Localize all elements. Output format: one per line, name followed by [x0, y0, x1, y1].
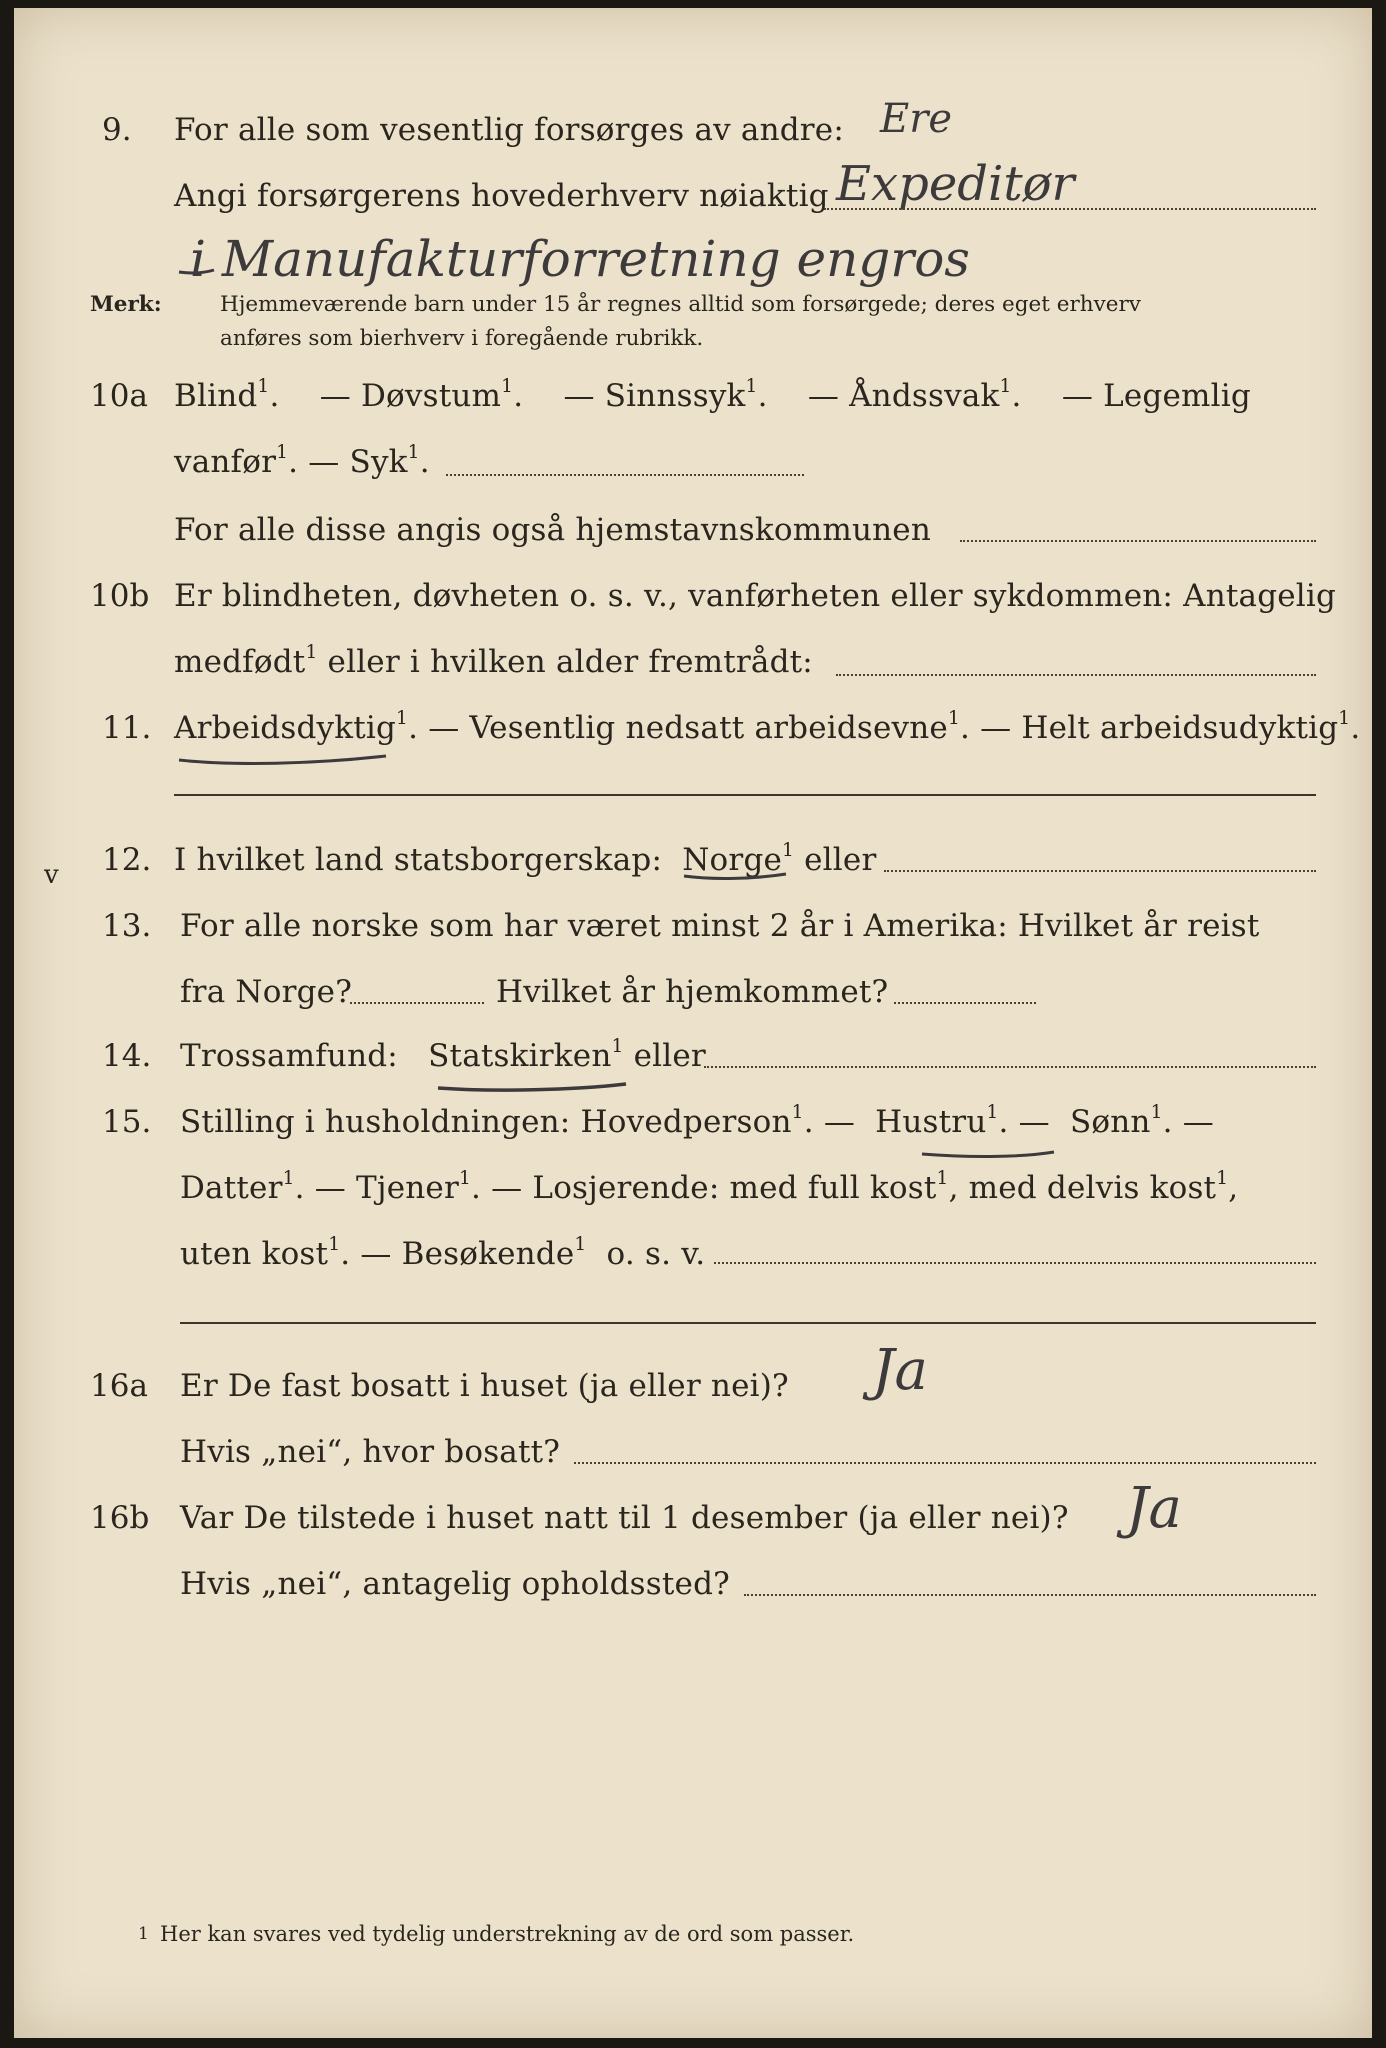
q10a-line1: Blind$^1$. — Døvstum$^1$. — Sinnssyk$^1$. — Åndssvak$^1$. — Legemlig	[174, 376, 1251, 414]
q16b-answer-line	[744, 1594, 1316, 1596]
q13-number: 13.	[102, 908, 152, 944]
q15-rule	[180, 1322, 1316, 1324]
q10a-hjemstavn-line	[960, 540, 1316, 542]
merk-label: Merk:	[90, 292, 162, 317]
q11-line: Arbeidsdyktig$^1$. — Vesentlig nedsatt arbeidsevne$^1$. — Helt arbeidsudyktig$^1$.	[174, 708, 1361, 746]
q15-answer-line	[714, 1262, 1316, 1264]
q13-line1: For alle norske som har været minst 2 år i Amerika: Hvilket år reist	[180, 908, 1260, 944]
census-form-page	[14, 8, 1372, 2038]
q13-reist-line	[350, 1002, 484, 1004]
q10a-legemlig: — Legemlig	[1061, 378, 1251, 414]
q16a-line2: Hvis „nei“, hvor bosatt?	[180, 1434, 561, 1470]
q12-answer-line	[884, 870, 1316, 872]
q15-hustru: Hustru	[875, 1104, 987, 1140]
q16b-handwritten-answer: Ja	[1126, 1476, 1182, 1541]
q16a-answer-line	[574, 1462, 1316, 1464]
q15-line1: Stilling i husholdningen: Hovedperson$^1$. — Hustru$^1$. — Sønn$^1$. —	[180, 1102, 1214, 1140]
q11-number: 11.	[102, 710, 152, 746]
merk-line1: Hjemmeværende barn under 15 år regnes alltid som forsørgede; deres eget erhverv	[220, 292, 1141, 317]
q15-line2: Datter$^1$. — Tjener$^1$. — Losjerende: med full kost$^1$, med delvis kost$^1$,	[180, 1168, 1239, 1206]
q16a-handwritten-answer: Ja	[872, 1338, 928, 1403]
q11-arbeidsdyktig: Arbeidsdyktig	[174, 710, 397, 746]
q12-norge: Norge	[682, 842, 783, 878]
q16b-line1: Var De tilstede i huset natt til 1 desember (ja eller nei)?	[180, 1500, 1069, 1536]
underline-hustru	[922, 1152, 1054, 1156]
q9-number: 9.	[102, 112, 132, 148]
q13-hjemkommet-line	[894, 1002, 1036, 1004]
q14-line: Trossamfund: Statskirken$^1$ eller	[180, 1036, 706, 1074]
q9-handwritten-answer: Ere	[880, 96, 952, 142]
q14-answer-line	[704, 1066, 1316, 1068]
underline-arbeidsdyktig	[179, 756, 386, 763]
q16b-number: 16b	[90, 1500, 150, 1536]
merk-line2: anføres som bierhverv i foregående rubrikk.	[220, 326, 704, 351]
q10a-number: 10a	[90, 378, 148, 414]
q10a-line2: vanfør$^1$. — Syk$^1$.	[174, 442, 430, 480]
q14-statskirken: Statskirken	[428, 1038, 612, 1074]
q11-rule	[174, 794, 1316, 796]
footnote-text: Her kan svares ved tydelig understrekning av de ord som passer.	[160, 1922, 855, 1946]
q16a-line1: Er De fast bosatt i huset (ja eller nei)?	[180, 1368, 789, 1404]
q9-line1: For alle som vesentlig forsørges av andre:	[174, 112, 844, 148]
q10b-line2: medfødt$^1$ eller i hvilken alder fremtrådt:	[174, 642, 813, 680]
q10a-line3: For alle disse angis også hjemstavnskommunen	[174, 512, 931, 548]
q12-number: 12.	[102, 842, 152, 878]
q9-handwritten-occupation: Expeditør	[836, 156, 1075, 212]
q9-line2: Angi forsørgerens hovederhverv nøiaktig	[174, 178, 829, 214]
q16a-number: 16a	[90, 1368, 148, 1404]
q10a-syk-line	[446, 474, 804, 476]
q16b-line2: Hvis „nei“, antagelig opholdssted?	[180, 1566, 730, 1602]
footnote-mark: 1	[138, 1924, 149, 1944]
q12-line: I hvilket land statsborgerskap: Norge$^1$ eller	[174, 840, 877, 878]
q9-answer-line	[824, 208, 1316, 210]
underline-statskirken	[438, 1084, 626, 1090]
q10b-number: 10b	[90, 578, 150, 614]
q10a-blind: Blind	[174, 378, 258, 414]
q15-line3: uten kost$^1$. — Besøkende$^1$ o. s. v.	[180, 1234, 706, 1272]
q10b-answer-line	[836, 674, 1316, 676]
q10a-sinnssyk: — Sinnssyk	[563, 378, 746, 414]
q9-handwritten-workplace: i Manufakturforretning engros	[190, 230, 970, 288]
q13-line2a: fra Norge?	[180, 974, 353, 1010]
q15-number: 15.	[102, 1104, 152, 1140]
q10b-line1: Er blindheten, døvheten o. s. v., vanførheten eller sykdommen: Antagelig	[174, 578, 1337, 614]
q10a-dovstum: — Døvstum	[319, 378, 502, 414]
q13-line2b: Hvilket år hjemkommet?	[496, 974, 889, 1010]
q10a-andssvak: — Åndssvak	[807, 378, 1000, 414]
q14-number: 14.	[102, 1038, 152, 1074]
margin-check-mark: v	[44, 860, 59, 890]
